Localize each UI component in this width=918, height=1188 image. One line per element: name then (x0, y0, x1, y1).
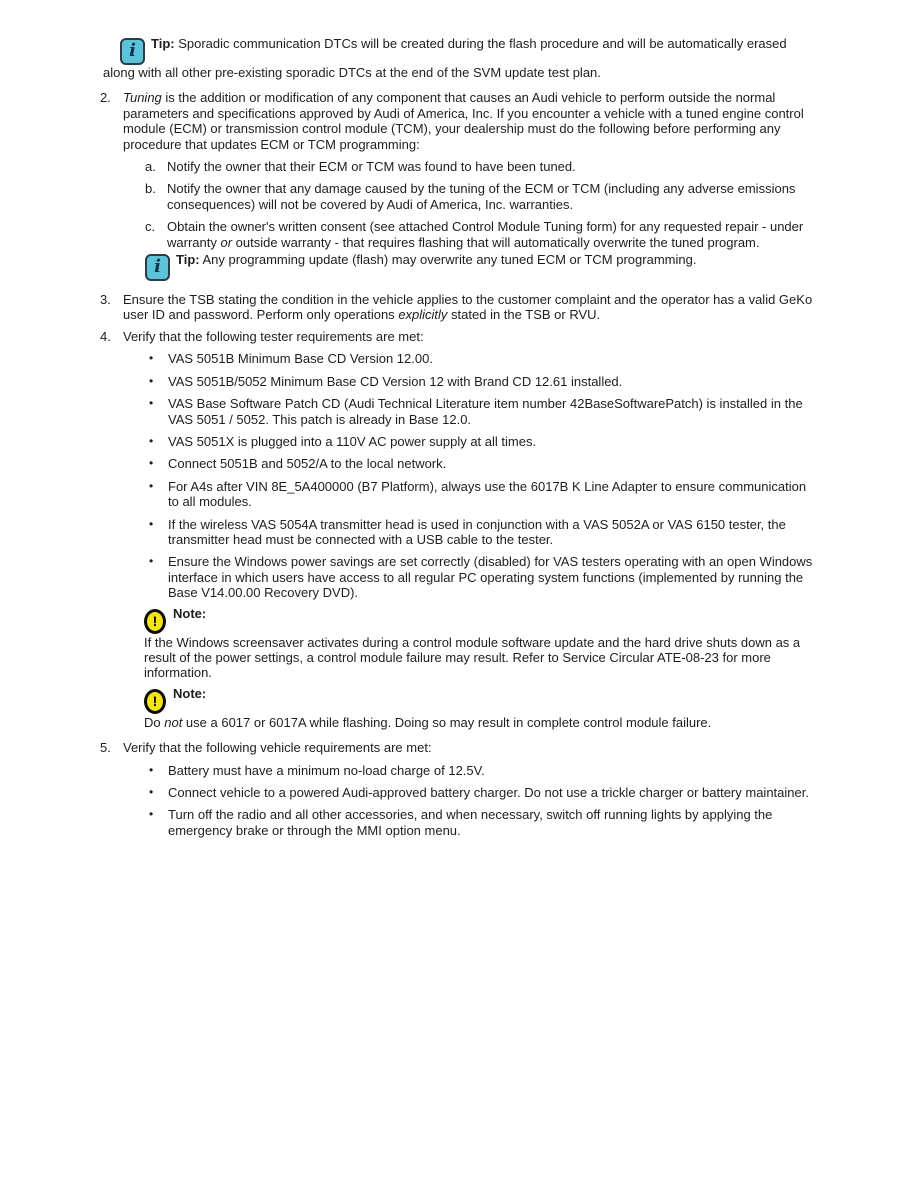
bullet-text: Battery must have a minimum no-load charge of 12.5V. (168, 762, 485, 778)
list-item-4-tester-requirements (100, 329, 816, 730)
note-text (144, 715, 816, 730)
note-block-6017 (144, 686, 816, 730)
bullet-item (149, 807, 816, 838)
bullet-marker: • (149, 396, 154, 411)
bullet-marker: • (149, 478, 154, 493)
item-text-rest: is the addition or modification of any component that causes an Audi vehicle to perform outside the normal parameters and specifications approved by Audi of America, Inc. If you encounter a vehicle with a tuned engine control module (ECM) or transmission control module (TCM), your dealership must do the following before performing any procedure that updates ECM or TCM programming: (123, 90, 804, 152)
sub-item-text-post: outside warranty - that requires flashing that will automatically overwrite the tuned program. (232, 234, 760, 250)
document-content (100, 36, 816, 838)
tip-text: Sporadic communication DTCs will be created during the flash procedure and will be automatically erased along with all other pre-existing sporadic DTCs at the end of the SVM update test plan. (103, 36, 787, 80)
note-head (144, 606, 816, 634)
italic-term-explicitly: explicitly (398, 307, 448, 323)
bullet-marker: • (149, 516, 154, 531)
note-label: Note: (173, 685, 207, 701)
tip-label: Tip: (151, 36, 175, 51)
bullet-item (149, 434, 816, 449)
italic-term-or: or (220, 234, 233, 250)
bullet-marker: • (149, 762, 154, 777)
list-item-2-tuning (100, 90, 816, 281)
sub-item-a (145, 159, 816, 174)
item-body (123, 329, 816, 730)
bullet-text: Ensure the Windows power savings are set correctly (disabled) for VAS testers operating with an open Windows interface in which users have access to all regular PC operating system functions (implemented by running the Base V14.00.00 Recovery DVD). (168, 554, 813, 601)
bullet-marker: • (149, 554, 154, 569)
bullet-item (149, 374, 816, 389)
bullet-item (149, 456, 816, 471)
tip-block-flash-overwrite (145, 252, 816, 281)
note-label: Note: (173, 605, 207, 621)
note-text-post: use a 6017 or 6017A while flashing. Doing so may result in complete control module failure. (182, 714, 712, 730)
bullet-marker: • (149, 373, 154, 388)
item-body (123, 90, 816, 281)
tip-text: Any programming update (flash) may overwrite any tuned ECM or TCM programming. (199, 252, 697, 268)
bullet-text: VAS Base Software Patch CD (Audi Technical Literature item number 42BaseSoftwarePatch) is installed in the VAS 5051 / 5052. This patch is already in Base 12.0. (168, 396, 803, 427)
tip-block-sporadic-dtcs (103, 36, 816, 80)
bullet-text: VAS 5051B/5052 Minimum Base CD Version 12 with Brand CD 12.61 installed. (168, 373, 623, 389)
bullet-item (149, 479, 816, 510)
note-text: If the Windows screensaver activates during a control module software update and the hard drive shuts down as a result of the power settings, a control module failure may result. Refer to Service Circular ATE-08-23 for more information. (144, 634, 801, 681)
bullet-marker: • (149, 351, 154, 366)
bullet-item (149, 763, 816, 778)
bullet-item (149, 396, 816, 427)
sub-item-text: Notify the owner that their ECM or TCM was found to have been tuned. (167, 159, 576, 175)
bullet-item (149, 351, 816, 366)
bullet-text: Connect 5051B and 5052/A to the local network. (168, 456, 447, 472)
bullet-marker: • (149, 433, 154, 448)
bullet-text: VAS 5051B Minimum Base CD Version 12.00. (168, 351, 433, 367)
bullet-text: VAS 5051X is plugged into a 110V AC power supply at all times. (168, 433, 537, 449)
bullet-marker: • (149, 807, 154, 822)
info-icon: i (120, 38, 145, 65)
item-text-pre: Ensure the TSB stating the condition in the vehicle applies to the customer complaint and the operator has a valid GeKo user ID and password. Perform only operations (123, 292, 813, 323)
bullet-text: Connect vehicle to a powered Audi-approved battery charger. Do not use a trickle charger or battery maintainer. (168, 785, 809, 800)
italic-term-not: not (164, 714, 183, 730)
bullet-marker: • (149, 785, 154, 799)
bullet-text: For A4s after VIN 8E_5A400000 (B7 Platform), always use the 6017B K Line Adapter to ensure communication to all modules. (168, 478, 807, 510)
sub-item-c (145, 219, 816, 250)
list-item-3-tsb (100, 292, 816, 323)
warning-icon: ! (144, 689, 166, 714)
bullet-item (149, 517, 816, 548)
sub-item-b (145, 181, 816, 212)
item-text: Verify that the following tester requirements are met: (123, 328, 424, 344)
note-text-pre: Do (144, 714, 165, 730)
item-number: 2. (100, 90, 111, 106)
note-head (144, 686, 816, 714)
sub-item-text-pre: Obtain the owner's written consent (see attached Control Module Tuning form) for any requested repair - under warranty (167, 219, 804, 250)
item-text (123, 90, 816, 152)
warning-icon: ! (144, 609, 166, 634)
bullet-item (149, 554, 816, 600)
info-icon: i (145, 254, 170, 281)
item-number: 5. (100, 740, 111, 756)
item-number: 3. (100, 292, 111, 308)
sub-item-letter: a. (145, 159, 156, 175)
sub-item-letter: c. (145, 219, 156, 235)
italic-term-tuning: Tuning (123, 90, 162, 106)
sub-item-letter: b. (145, 181, 156, 197)
item-text (123, 292, 816, 323)
item-number: 4. (100, 328, 111, 344)
bullet-text: Turn off the radio and all other accessories, and when necessary, switch off running lights by applying the emergency brake or through the MMI option menu. (168, 807, 773, 838)
bullet-item (149, 785, 816, 800)
sub-item-text (167, 219, 816, 250)
list-item-5-vehicle-requirements (100, 740, 816, 838)
item-body (123, 740, 816, 838)
item-text-post: stated in the TSB or RVU. (447, 307, 601, 323)
bullet-text: If the wireless VAS 5054A transmitter head is used in conjunction with a VAS 5052A or VAS 6150 tester, the transmitter head must be connected with a USB cable to the tester. (168, 516, 786, 547)
bullet-marker: • (149, 456, 154, 471)
tip-label: Tip: (176, 252, 200, 268)
item-text: Verify that the following vehicle requirements are met: (123, 740, 432, 756)
sub-item-text: Notify the owner that any damage caused by the tuning of the ECM or TCM (including any adverse emissions consequences) will not be covered by Audi of America, Inc. warranties. (167, 181, 796, 212)
note-block-screensaver (144, 606, 816, 681)
